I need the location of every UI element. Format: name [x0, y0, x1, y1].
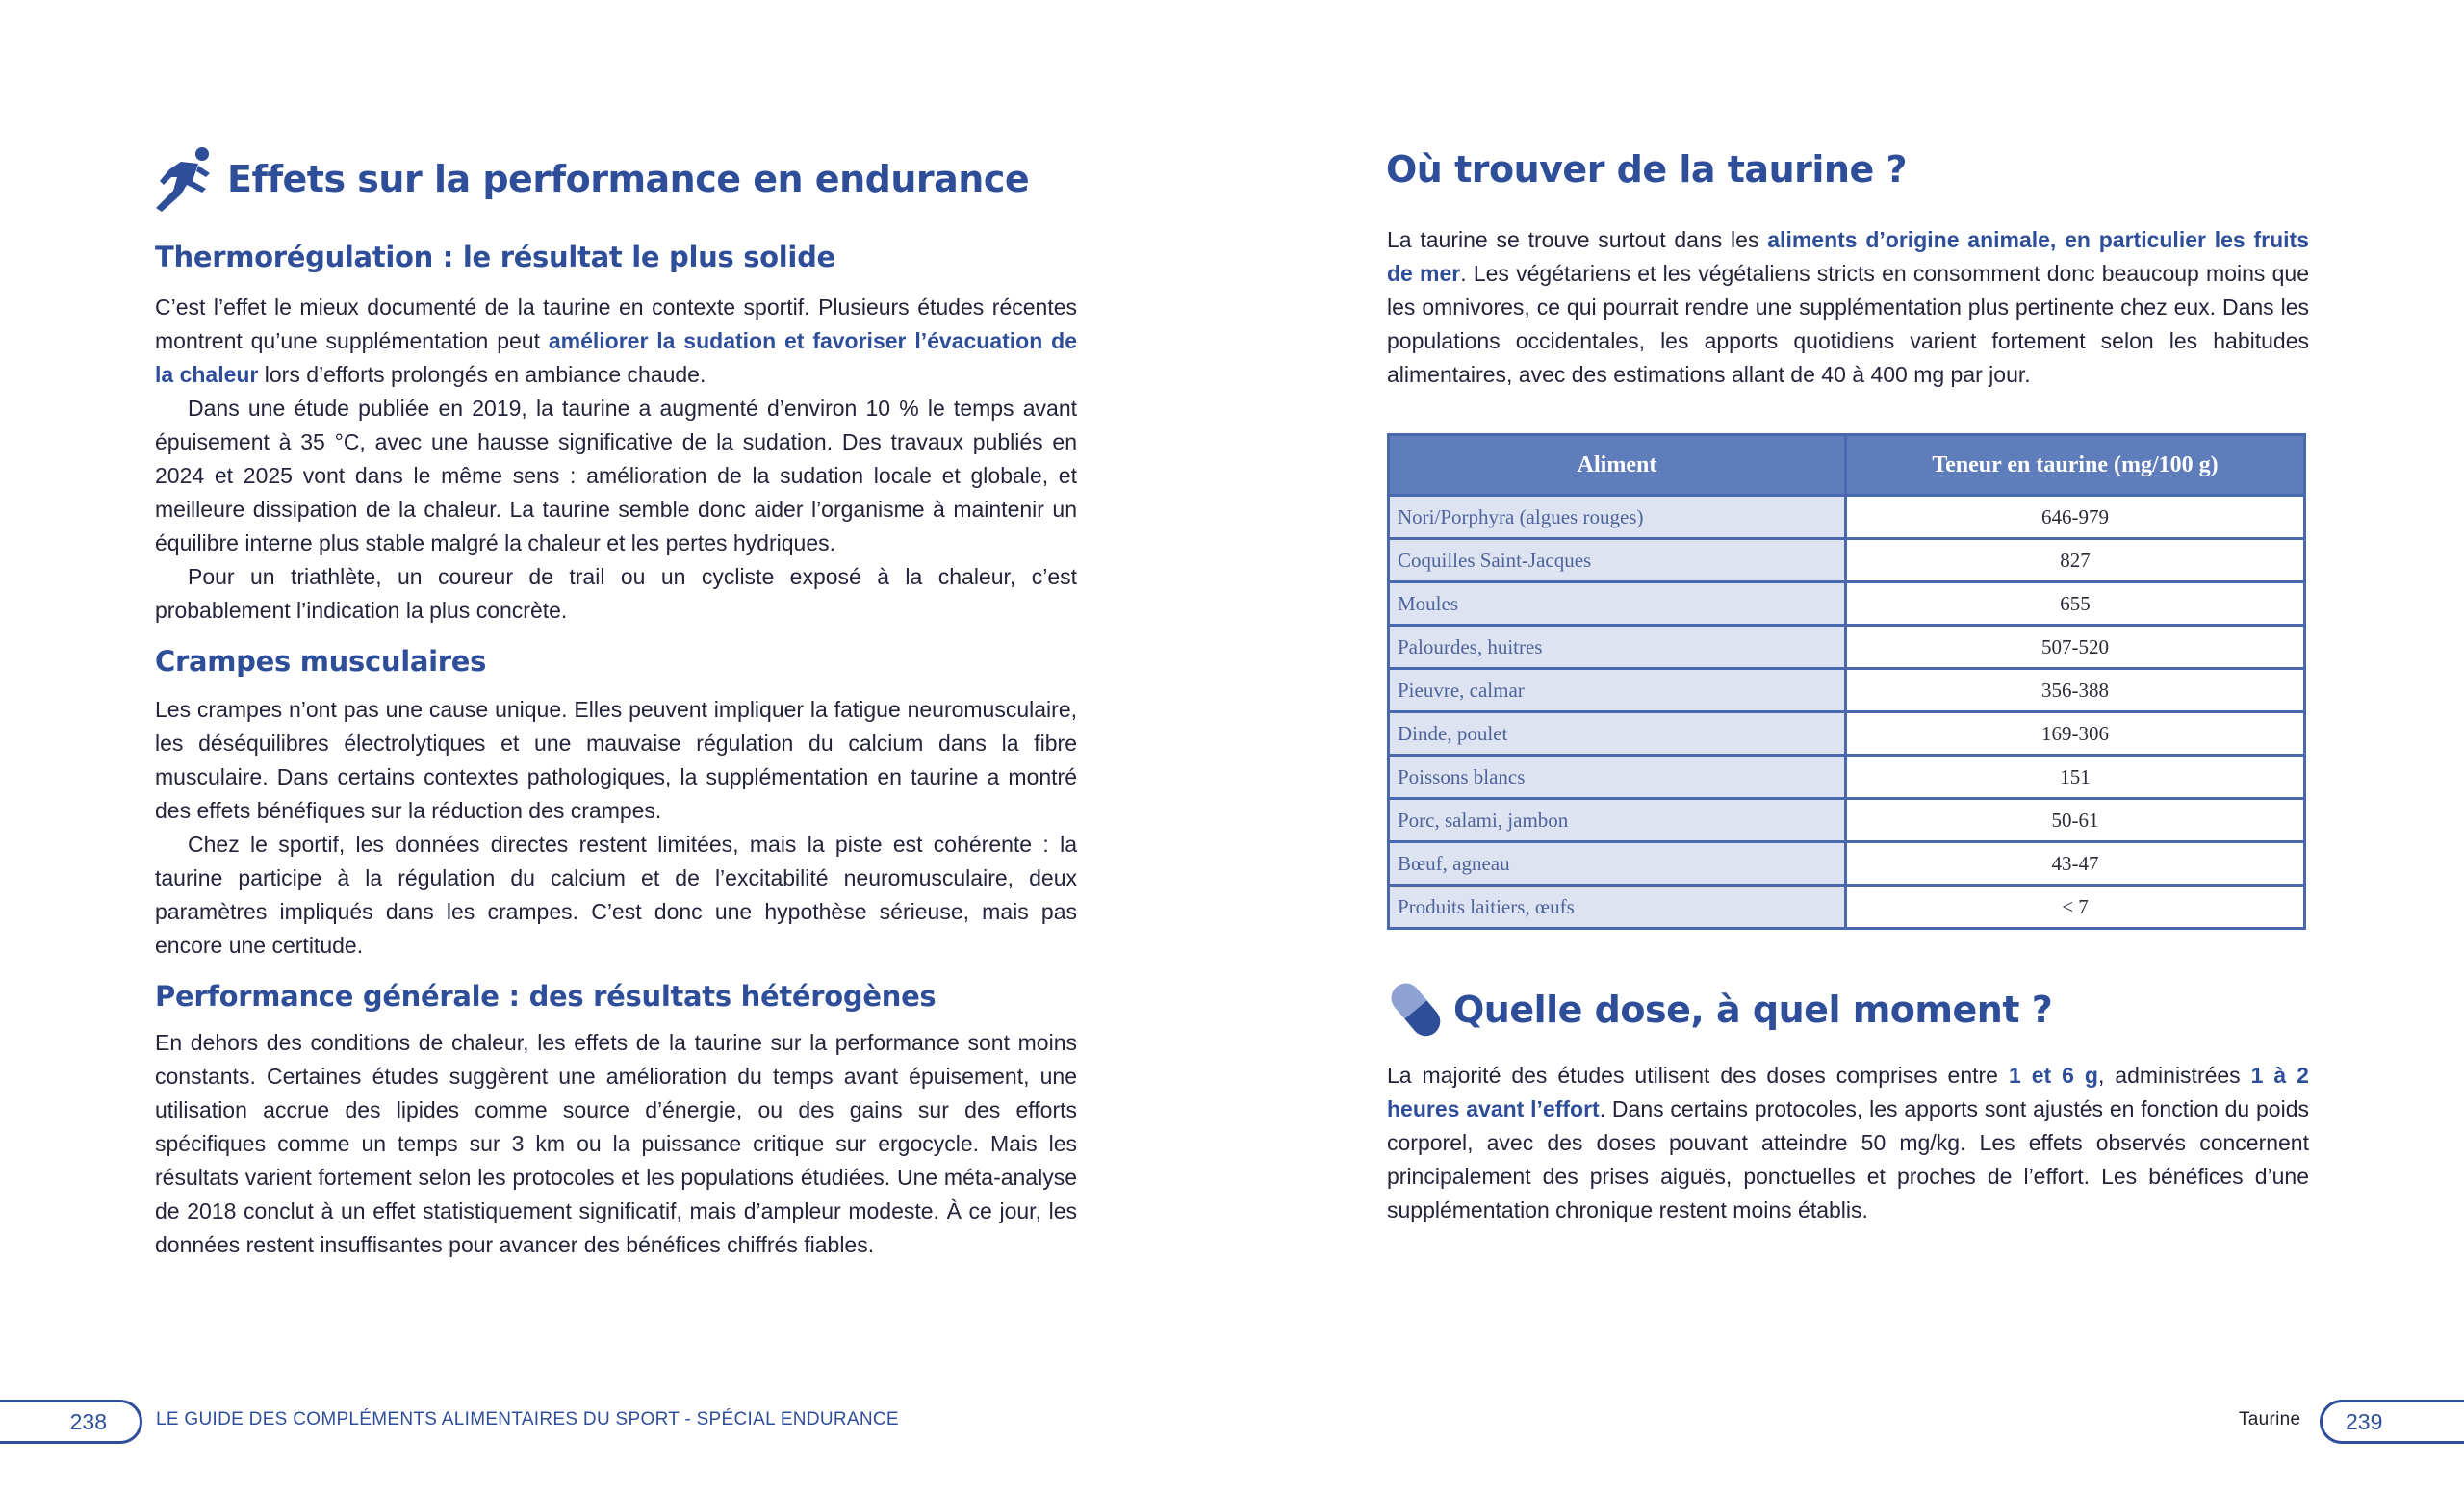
thermo-text	[155, 291, 1077, 628]
where-text	[1387, 223, 2309, 392]
value-cell: 655	[1846, 582, 2305, 626]
value-cell: 507-520	[1846, 626, 2305, 669]
dose-title: Quelle dose, à quel moment ?	[1453, 989, 2053, 1031]
table-row	[1389, 669, 2305, 712]
where-paragraph	[1387, 223, 2309, 392]
footer-right	[1232, 1400, 2464, 1448]
runner-icon	[152, 144, 219, 214]
crampes-heading: Crampes musculaires	[155, 645, 487, 678]
right-page	[1232, 0, 2464, 1492]
table-row	[1389, 756, 2305, 799]
text-run: . Dans certains protocoles, les apports sont ajustés en fonction du poids corporel, avec des doses pouvant atteindre 50 mg/kg. Les effets observés concernent principalement des prises aiguës, ponctuelles et proches de l’effort. Les bénéfices d’une supplémentation chronique restent moins établis.	[1387, 1096, 2309, 1222]
perf-paragraph-1: En dehors des conditions de chaleur, les effets de la taurine sur la performance sont moins constants. Certaines études suggèrent une amélioration du temps avant épuisement, une utilisation accrue des lipides comme source d’énergie, ou des gains sur des efforts spécifiques comme un temps sur 3 km ou la puissance critique sur ergocycle. Mais les résultats varient fortement selon les protocoles et les populations étudiées. Une méta-analyse de 2018 conclut à un effet statistiquement significatif, mais d’ampleur modeste. À ce jour, les données restent insuffisantes pour avancer des bénéfices chiffrés fiables.	[155, 1030, 1077, 1257]
table-row	[1389, 539, 2305, 582]
food-cell: Produits laitiers, œufs	[1389, 886, 1846, 929]
value-cell: < 7	[1846, 886, 2305, 929]
food-cell: Nori/Porphyra (algues rouges)	[1389, 496, 1846, 539]
where-heading	[1386, 148, 1907, 191]
capsule-icon	[1386, 978, 1446, 1042]
where-title: Où trouver de la taurine ?	[1386, 148, 1907, 191]
dose-paragraph	[1387, 1059, 2309, 1227]
value-cell: 356-388	[1846, 669, 2305, 712]
header-aliment: Aliment	[1389, 435, 1846, 496]
crampes-paragraph-2: Chez le sportif, les données directes restent limitées, mais la piste est cohérente : la taurine participe à la régulation du calcium et de l’excitabilité neuromusculaire, deux paramètres impliqués dans les crampes. C’est donc une hypothèse sérieuse, mais pas encore une certitude.	[155, 832, 1077, 958]
table-row	[1389, 886, 2305, 929]
perf-heading: Performance générale : des résultats hétérogènes	[155, 980, 937, 1013]
thermo-paragraph-3: Pour un triathlète, un coureur de trail ou un cycliste exposé à la chaleur, c’est probablement l’indication la plus concrète.	[155, 564, 1077, 623]
dose-heading	[1386, 978, 2052, 1042]
dose-text	[1387, 1059, 2309, 1227]
crampes-text	[155, 693, 1077, 963]
table-row	[1389, 799, 2305, 842]
section-heading-performance	[152, 144, 1029, 214]
page-number-left: 238	[0, 1400, 142, 1444]
value-cell: 50-61	[1846, 799, 2305, 842]
food-cell: Coquilles Saint-Jacques	[1389, 539, 1846, 582]
table-row	[1389, 626, 2305, 669]
section-title: Effets sur la performance en endurance	[227, 158, 1030, 200]
perf-text	[155, 1026, 1077, 1262]
food-cell: Poissons blancs	[1389, 756, 1846, 799]
highlight-text: aliments d’origine animale, en particulier les fruits de mer	[1387, 227, 2310, 286]
table-row	[1389, 496, 2305, 539]
value-cell: 151	[1846, 756, 2305, 799]
text-run: La majorité des études utilisent des doses comprises entre	[1387, 1063, 2009, 1088]
header-teneur: Teneur en taurine (mg/100 g)	[1846, 435, 2305, 496]
table-row	[1389, 712, 2305, 756]
crampes-paragraph-1: Les crampes n’ont pas une cause unique. Elles peuvent impliquer la fatigue neuromusculaire, les déséquilibres électrolytiques et une mauvaise régulation du calcium dans la fibre musculaire. Dans certains contextes pathologiques, la supplémentation en taurine a montré des effets bénéfiques sur la réduction des crampes.	[155, 697, 1077, 823]
highlight-text: 1 et 6 g	[2008, 1063, 2098, 1088]
text-run: La taurine se trouve surtout dans les	[1387, 227, 1768, 252]
running-title: LE GUIDE DES COMPLÉMENTS ALIMENTAIRES DU SPORT - SPÉCIAL ENDURANCE	[156, 1409, 899, 1429]
table-row	[1389, 842, 2305, 886]
food-cell: Palourdes, huitres	[1389, 626, 1846, 669]
table-header-row	[1389, 435, 2305, 496]
taurine-table	[1387, 433, 2306, 930]
thermo-heading: Thermorégulation : le résultat le plus solide	[155, 241, 835, 273]
table-row	[1389, 582, 2305, 626]
food-cell: Pieuvre, calmar	[1389, 669, 1846, 712]
page-number-right: 239	[2320, 1400, 2464, 1444]
value-cell: 827	[1846, 539, 2305, 582]
value-cell: 43-47	[1846, 842, 2305, 886]
text-run: , administrées	[2097, 1063, 2251, 1088]
food-cell: Dinde, poulet	[1389, 712, 1846, 756]
text-run: C’est l’effet le mieux documenté de la taurine en contexte sportif. Plusieurs études récentes montrent qu’une supplémentation peut	[155, 295, 1077, 353]
thermo-paragraph-2: Dans une étude publiée en 2019, la taurine a augmenté d’environ 10 % le temps avant épuisement à 35 °C, avec une hausse significative de la sudation. Des travaux publiés en 2024 et 2025 vont dans le même sens : amélioration de la sudation locale et globale, et meilleure dissipation de la chaleur. La taurine semble donc aider l’organisme à maintenir un équilibre interne plus stable malgré la chaleur et les pertes hydriques.	[155, 396, 1077, 555]
highlight-text: 1 à 2 heures avant l’effort	[1387, 1063, 2309, 1121]
highlight-text: améliorer la sudation et favoriser l’évacuation de la chaleur	[155, 328, 1077, 387]
chapter-name: Taurine	[2239, 1409, 2301, 1429]
footer-left	[0, 1400, 1232, 1448]
food-cell: Moules	[1389, 582, 1846, 626]
thermo-paragraph-1	[155, 291, 1077, 392]
food-cell: Porc, salami, jambon	[1389, 799, 1846, 842]
food-cell: Bœuf, agneau	[1389, 842, 1846, 886]
value-cell: 169-306	[1846, 712, 2305, 756]
text-run: . Les végétariens et les végétaliens stricts en consomment donc beaucoup moins que les omnivores, ce qui pourrait rendre une supplémentation plus pertinente chez eux. Dans les populations occidentales, les apports quotidiens varient fortement selon les habitudes alimentaires, avec des estimations allant de 40 à 400 mg par jour.	[1387, 261, 2309, 387]
text-run: lors d’efforts prolongés en ambiance chaude.	[258, 362, 706, 387]
value-cell: 646-979	[1846, 496, 2305, 539]
